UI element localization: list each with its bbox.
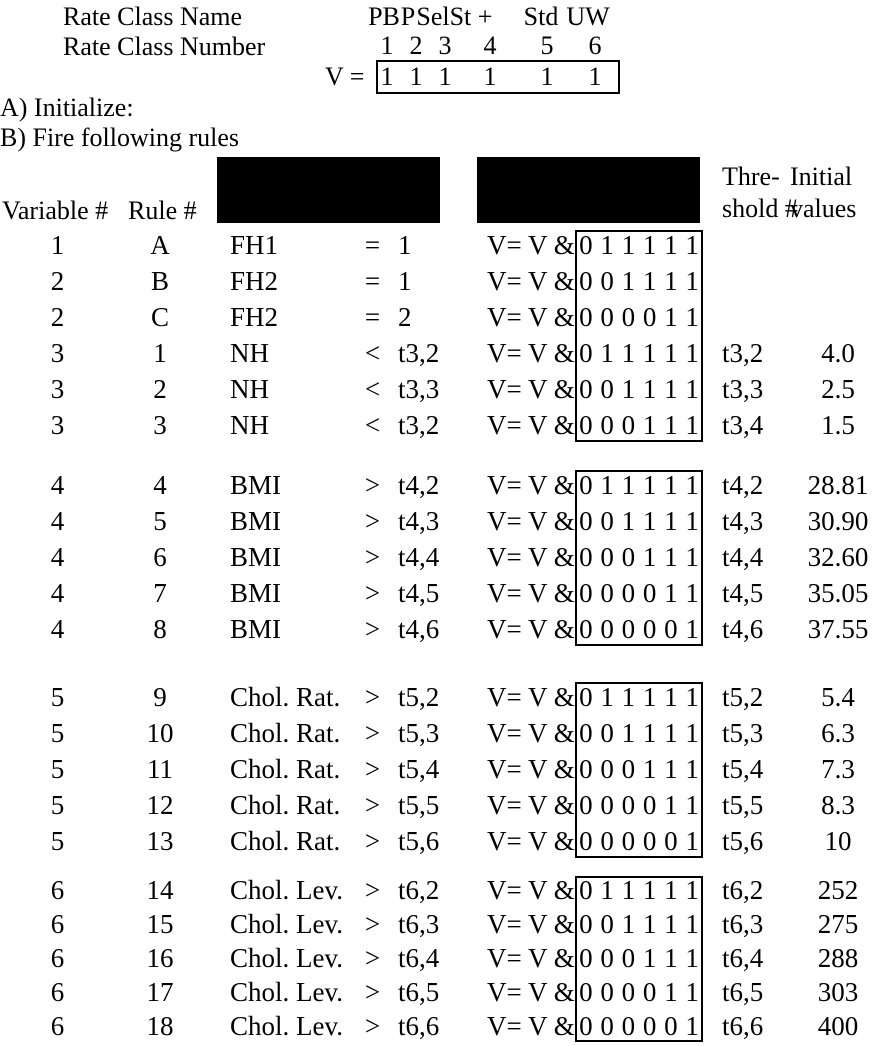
rule-group: [0, 873, 891, 1043]
bits-cell: 0 0 0 0 0 1: [579, 1010, 699, 1041]
threshold-cell: t6,2: [722, 874, 764, 905]
rule-cell: 2: [153, 373, 167, 404]
rate-class-number: 3: [438, 31, 452, 60]
table-row: [0, 299, 891, 335]
rule-name-cell: BMI: [230, 613, 282, 644]
bits-cell: 0 0 0 1 1 1: [579, 753, 699, 784]
rule-name-cell: Chol. Rat.: [230, 717, 341, 748]
assign-cell: V= V &: [487, 976, 575, 1007]
bits-cell: 0 0 0 0 0 1: [579, 825, 699, 856]
operator-cell: >: [364, 681, 381, 712]
assign-cell: V= V &: [487, 541, 575, 572]
rate-class-number: 1: [380, 31, 394, 60]
table-row: [0, 575, 891, 611]
rule-cell: B: [150, 265, 169, 296]
initial-value-cell: 252: [817, 874, 859, 905]
rate-class-number: 2: [409, 31, 423, 60]
rule-name-cell: Chol. Lev.: [230, 942, 343, 973]
condition-cell: t5,3: [398, 717, 440, 748]
rule-name-cell: BMI: [230, 577, 282, 608]
operator-cell: >: [364, 789, 381, 820]
rule-group: [0, 467, 891, 647]
assign-cell: V= V &: [487, 301, 575, 332]
bits-cell: 0 0 1 1 1 1: [579, 265, 699, 296]
rule-cell: 13: [146, 825, 174, 856]
threshold-cell: t4,5: [722, 577, 764, 608]
bits-cell: 0 0 0 0 1 1: [579, 976, 699, 1007]
condition-cell: t4,4: [398, 541, 440, 572]
condition-cell: t5,2: [398, 681, 440, 712]
threshold-cell: t3,2: [722, 337, 764, 368]
rule-cell: 6: [153, 541, 167, 572]
initial-value-cell: 400: [817, 1010, 859, 1041]
initial-value-cell: 2.5: [821, 373, 855, 404]
bits-cell: 0 1 1 1 1 1: [579, 469, 699, 500]
condition-cell: 2: [398, 301, 412, 332]
variable-cell: 4: [50, 613, 65, 644]
bits-cell: 0 0 1 1 1 1: [579, 908, 699, 939]
rule-cell: 1: [153, 337, 167, 368]
threshold-cell: t4,2: [722, 469, 764, 500]
rule-name-cell: NH: [230, 337, 269, 368]
vector-bit: 1: [438, 62, 452, 91]
variable-cell: 3: [50, 337, 65, 368]
variable-cell: 2: [50, 265, 65, 296]
rule-cell: 10: [146, 717, 174, 748]
threshold-cell: t4,4: [722, 541, 764, 572]
assign-cell: V= V &: [487, 681, 575, 712]
step-a-label: A) Initialize:: [0, 93, 134, 122]
table-row: [0, 787, 891, 823]
initial-value-cell: 28.81: [807, 469, 869, 500]
bits-cell: 0 0 0 0 1 1: [579, 577, 699, 608]
rule-group: [0, 679, 891, 859]
rule-name-cell: Chol. Rat.: [230, 753, 341, 784]
variable-cell: 6: [50, 1010, 65, 1041]
rule-name-cell: BMI: [230, 505, 282, 536]
operator-cell: >: [364, 577, 381, 608]
step-b-label: B) Fire following rules: [0, 123, 240, 152]
vector-bit: 1: [540, 62, 554, 91]
threshold-cell: t4,6: [722, 613, 764, 644]
variable-cell: 6: [50, 874, 65, 905]
initial-value-cell: 35.05: [807, 577, 869, 608]
vector-bit: 1: [588, 62, 602, 91]
table-row: [0, 975, 891, 1009]
rate-class-name: Std: [523, 2, 559, 31]
initial-column-header-line1: Initial: [790, 162, 853, 191]
rule-name-cell: FH1: [230, 229, 279, 260]
rule-cell: 3: [153, 409, 167, 440]
assign-cell: V= V &: [487, 908, 575, 939]
condition-cell: t4,6: [398, 613, 440, 644]
threshold-cell: t5,2: [722, 681, 764, 712]
condition-cell: t4,5: [398, 577, 440, 608]
assign-cell: V= V &: [487, 613, 575, 644]
initial-value-cell: 1.5: [821, 409, 855, 440]
table-row: [0, 611, 891, 647]
condition-cell: t5,5: [398, 789, 440, 820]
threshold-cell: t6,6: [722, 1010, 764, 1041]
rule-name-cell: NH: [230, 409, 269, 440]
bits-cell: 0 0 0 0 1 1: [579, 301, 699, 332]
rule-cell: 12: [146, 789, 174, 820]
rule-name-cell: NH: [230, 373, 269, 404]
operator-cell: >: [364, 942, 381, 973]
table-row: [0, 335, 891, 371]
rule-cell: C: [150, 301, 169, 332]
operator-cell: >: [364, 908, 381, 939]
bit-vector-group-box: [575, 470, 703, 646]
condition-cell: 1: [398, 265, 412, 296]
table-row: [0, 407, 891, 443]
assign-cell: V= V &: [487, 577, 575, 608]
rule-cell: 15: [146, 908, 174, 939]
assign-cell: V= V &: [487, 337, 575, 368]
rate-class-name: PB: [368, 2, 400, 31]
table-row: [0, 503, 891, 539]
operator-cell: >: [364, 874, 381, 905]
variable-cell: 5: [50, 681, 65, 712]
variable-cell: 2: [50, 301, 65, 332]
threshold-cell: t4,3: [722, 505, 764, 536]
variable-cell: 1: [50, 229, 65, 260]
variable-cell: 5: [50, 825, 65, 856]
vector-bit: 1: [380, 62, 394, 91]
rate-class-name: St +: [449, 2, 493, 31]
assign-cell: V= V &: [487, 373, 575, 404]
operator-cell: >: [364, 753, 381, 784]
rate-class-number: 5: [540, 31, 554, 60]
initial-value-cell: 37.55: [807, 613, 869, 644]
variable-cell: 3: [50, 373, 65, 404]
bits-cell: 0 1 1 1 1 1: [579, 681, 699, 712]
rule-name-cell: Chol. Rat.: [230, 681, 341, 712]
assign-cell: V= V &: [487, 753, 575, 784]
initial-value-cell: 32.60: [807, 541, 869, 572]
rule-cell: 8: [153, 613, 167, 644]
rule-cell: 4: [153, 469, 167, 500]
rule-name-cell: Chol. Lev.: [230, 1010, 343, 1041]
table-row: [0, 823, 891, 859]
variable-cell: 6: [50, 908, 65, 939]
threshold-cell: t6,4: [722, 942, 764, 973]
table-row: [0, 873, 891, 907]
initial-column-header-line2: values: [790, 194, 857, 223]
variable-cell: 3: [50, 409, 65, 440]
rule-cell: 9: [153, 681, 167, 712]
bits-cell: 0 0 1 1 1 1: [579, 373, 699, 404]
redacted-column-header-2: [477, 157, 700, 223]
condition-cell: t6,2: [398, 874, 440, 905]
variable-column-header: Variable #: [2, 196, 109, 225]
condition-cell: t6,4: [398, 942, 440, 973]
initial-vector-box: [376, 60, 620, 94]
threshold-cell: t5,5: [722, 789, 764, 820]
operator-cell: >: [364, 541, 381, 572]
assign-cell: V= V &: [487, 717, 575, 748]
bit-vector-group-box: [575, 682, 703, 858]
table-row: [0, 467, 891, 503]
vector-bit: 1: [409, 62, 423, 91]
bits-cell: 0 0 0 1 1 1: [579, 409, 699, 440]
condition-cell: t5,4: [398, 753, 440, 784]
condition-cell: t6,5: [398, 976, 440, 1007]
operator-cell: =: [364, 265, 381, 296]
threshold-cell: t5,4: [722, 753, 764, 784]
rule-name-cell: Chol. Rat.: [230, 825, 341, 856]
redacted-column-header-1: [217, 157, 440, 223]
variable-cell: 4: [50, 577, 65, 608]
initial-value-cell: 7.3: [821, 753, 855, 784]
operator-cell: >: [364, 505, 381, 536]
operator-cell: >: [364, 717, 381, 748]
condition-cell: t4,2: [398, 469, 440, 500]
table-row: [0, 715, 891, 751]
assign-cell: V= V &: [487, 825, 575, 856]
variable-cell: 6: [50, 942, 65, 973]
threshold-cell: t6,5: [722, 976, 764, 1007]
vector-bit: 1: [483, 62, 497, 91]
condition-cell: t3,2: [398, 337, 440, 368]
variable-cell: 4: [50, 469, 65, 500]
rate-class-name: P: [400, 2, 416, 31]
condition-cell: t5,6: [398, 825, 440, 856]
condition-cell: t3,2: [398, 409, 440, 440]
table-row: [0, 539, 891, 575]
rule-cell: 16: [146, 942, 174, 973]
initial-value-cell: 6.3: [821, 717, 855, 748]
bit-vector-group-box: [575, 876, 703, 1042]
table-row: [0, 371, 891, 407]
operator-cell: >: [364, 976, 381, 1007]
rule-group: [0, 227, 891, 443]
condition-cell: t3,3: [398, 373, 440, 404]
operator-cell: >: [364, 613, 381, 644]
rule-name-cell: FH2: [230, 301, 279, 332]
threshold-column-header-line2: shold #: [722, 194, 798, 223]
operator-cell: =: [364, 301, 381, 332]
bits-cell: 0 1 1 1 1 1: [579, 337, 699, 368]
initial-value-cell: 275: [817, 908, 859, 939]
rate-class-number: 4: [483, 31, 497, 60]
threshold-cell: t5,3: [722, 717, 764, 748]
bits-cell: 0 0 0 0 0 1: [579, 613, 699, 644]
condition-cell: t6,6: [398, 1010, 440, 1041]
rate-class-name: Sel: [416, 2, 450, 31]
rule-cell: 11: [147, 753, 173, 784]
rate-class-name: UW: [566, 2, 610, 31]
variable-cell: 6: [50, 976, 65, 1007]
operator-cell: >: [364, 469, 381, 500]
rule-cell: A: [150, 229, 170, 260]
condition-cell: 1: [398, 229, 412, 260]
assign-cell: V= V &: [487, 469, 575, 500]
rule-cell: 17: [146, 976, 174, 1007]
rule-name-cell: Chol. Rat.: [230, 789, 341, 820]
rule-cell: 14: [146, 874, 174, 905]
rule-name-cell: Chol. Lev.: [230, 874, 343, 905]
assign-cell: V= V &: [487, 789, 575, 820]
variable-cell: 5: [50, 753, 65, 784]
operator-cell: >: [364, 825, 381, 856]
assign-cell: V= V &: [487, 265, 575, 296]
assign-cell: V= V &: [487, 874, 575, 905]
assign-cell: V= V &: [487, 1010, 575, 1041]
bits-cell: 0 0 0 1 1 1: [579, 942, 699, 973]
rule-name-cell: Chol. Lev.: [230, 908, 343, 939]
operator-cell: <: [364, 337, 381, 368]
condition-cell: t4,3: [398, 505, 440, 536]
operator-cell: <: [364, 409, 381, 440]
initial-value-cell: 30.90: [807, 505, 869, 536]
rule-name-cell: Chol. Lev.: [230, 976, 343, 1007]
operator-cell: <: [364, 373, 381, 404]
rate-class-number: 6: [588, 31, 602, 60]
bits-cell: 0 0 1 1 1 1: [579, 505, 699, 536]
vector-label: V =: [325, 62, 365, 91]
bits-cell: 0 0 0 1 1 1: [579, 541, 699, 572]
rule-column-header: Rule #: [128, 196, 197, 225]
assign-cell: V= V &: [487, 942, 575, 973]
table-row: [0, 751, 891, 787]
operator-cell: =: [364, 229, 381, 260]
initial-value-cell: 5.4: [821, 681, 855, 712]
rate-class-number-label: Rate Class Number: [63, 32, 266, 61]
initial-value-cell: 10: [824, 825, 852, 856]
table-row: [0, 263, 891, 299]
threshold-cell: t6,3: [722, 908, 764, 939]
bits-cell: 0 0 0 0 1 1: [579, 789, 699, 820]
variable-cell: 5: [50, 717, 65, 748]
rule-name-cell: BMI: [230, 469, 282, 500]
threshold-cell: t5,6: [722, 825, 764, 856]
initial-value-cell: 303: [817, 976, 859, 1007]
operator-cell: >: [364, 1010, 381, 1041]
assign-cell: V= V &: [487, 505, 575, 536]
initial-value-cell: 8.3: [821, 789, 855, 820]
bit-vector-group-box: [575, 230, 703, 442]
bits-cell: 0 0 1 1 1 1: [579, 717, 699, 748]
bits-cell: 0 1 1 1 1 1: [579, 874, 699, 905]
threshold-cell: t3,4: [722, 409, 764, 440]
table-row: [0, 1009, 891, 1043]
rule-cell: 18: [146, 1010, 174, 1041]
rule-name-cell: BMI: [230, 541, 282, 572]
rule-cell: 7: [153, 577, 167, 608]
table-row: [0, 227, 891, 263]
variable-cell: 5: [50, 789, 65, 820]
assign-cell: V= V &: [487, 229, 575, 260]
initial-value-cell: 288: [817, 942, 859, 973]
bits-cell: 0 1 1 1 1 1: [579, 229, 699, 260]
table-row: [0, 907, 891, 941]
threshold-column-header-line1: Thre-: [722, 162, 780, 191]
condition-cell: t6,3: [398, 908, 440, 939]
rule-name-cell: FH2: [230, 265, 279, 296]
assign-cell: V= V &: [487, 409, 575, 440]
threshold-cell: t3,3: [722, 373, 764, 404]
variable-cell: 4: [50, 541, 65, 572]
variable-cell: 4: [50, 505, 65, 536]
rule-cell: 5: [153, 505, 167, 536]
table-row: [0, 679, 891, 715]
initial-value-cell: 4.0: [821, 337, 855, 368]
rate-class-name-label: Rate Class Name: [63, 2, 243, 31]
table-row: [0, 941, 891, 975]
